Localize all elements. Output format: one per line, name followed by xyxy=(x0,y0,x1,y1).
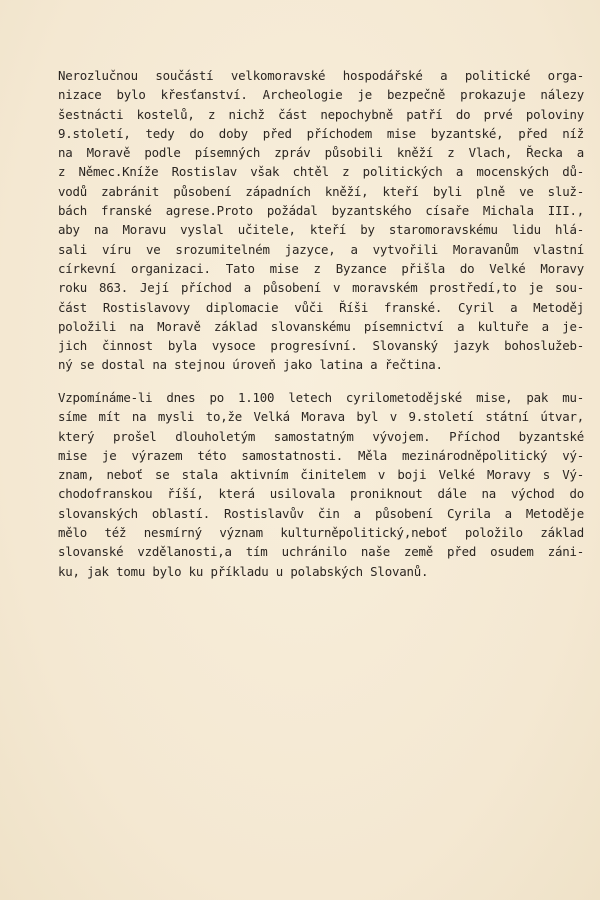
text-line: část Rostislavovy diplomacie vůči Říši franské. Cyril a Metoděj xyxy=(58,299,584,315)
text-line: aby na Moravu vyslal učitele, kteří by staromoravskému lidu hlá- xyxy=(58,222,584,238)
text-line: Nerozlučnou součástí velkomoravské hospodářské a politické orga- xyxy=(58,68,584,83)
text-line: roku 863. Její příchod a působení v moravském prostředí,to je sou- xyxy=(58,280,584,296)
text-line: Vzpomínáme-li dnes po 1.100 letech cyrilometodějské mise, pak mu- xyxy=(58,390,584,405)
text-line: bách franské agrese.Proto požádal byzantského císaře Michala III., xyxy=(58,203,584,219)
text-line: slovanských oblastí. Rostislavův čin a působení Cyrila a Metoděje xyxy=(58,505,584,521)
text-line: položili na Moravě základ slovanskému písemnictví a kultuře a je- xyxy=(58,318,584,334)
text-line: ný se dostal na stejnou úroveň jako latina a řečtina. xyxy=(58,357,443,373)
text-line: šestnácti kostelů, z nichž část nepochybně patří do prvé poloviny xyxy=(58,106,584,122)
text-line: ku, jak tomu bylo ku příkladu u polabských Slovanů. xyxy=(58,563,429,579)
text-line: z Němec.Kníže Rostislav však chtěl z politických a mocenských dů- xyxy=(58,164,584,180)
text-line: vodů zabránit působení západních kněží, kteří byli plně ve služ- xyxy=(58,183,584,199)
paragraph-2 xyxy=(58,388,584,581)
text-line: slovanské vzdělanosti,a tím uchránilo naše země před osudem záni- xyxy=(58,544,584,560)
text-line: znam, neboť se stala aktivním činitelem v boji Velké Moravy s Vý- xyxy=(58,467,584,483)
text-line: sali víru ve srozumitelném jazyce, a vytvořili Moravanům vlastní xyxy=(58,241,584,257)
text-line: církevní organizaci. Tato mise z Byzance přišla do Velké Moravy xyxy=(58,260,584,276)
text-line: nizace bylo křesťanství. Archeologie je bezpečně prokazuje nálezy xyxy=(58,87,584,103)
text-line: síme mít na mysli to,že Velká Morava byl v 9.století státní útvar, xyxy=(58,409,584,425)
paragraph-1 xyxy=(58,66,584,375)
text-line: na Moravě podle písemných zpráv působili kněží z Vlach, Řecka a xyxy=(58,145,584,161)
text-line: mělo též nesmírný význam kulturněpolitický,neboť položilo základ xyxy=(58,525,584,541)
text-line: mise je výrazem této samostatnosti. Měla mezinárodněpolitický vý- xyxy=(58,447,584,463)
text-line: který prošel dlouholetým samostatným vývojem. Příchod byzantské xyxy=(58,428,584,444)
text-line: 9.století, tedy do doby před příchodem mise byzantské, před níž xyxy=(58,125,584,141)
text-line: chodofranskou říší, která usilovala proniknout dále na východ do xyxy=(58,486,584,502)
text-line: jich činnost byla vysoce progresívní. Slovanský jazyk bohoslužeb- xyxy=(58,338,584,354)
